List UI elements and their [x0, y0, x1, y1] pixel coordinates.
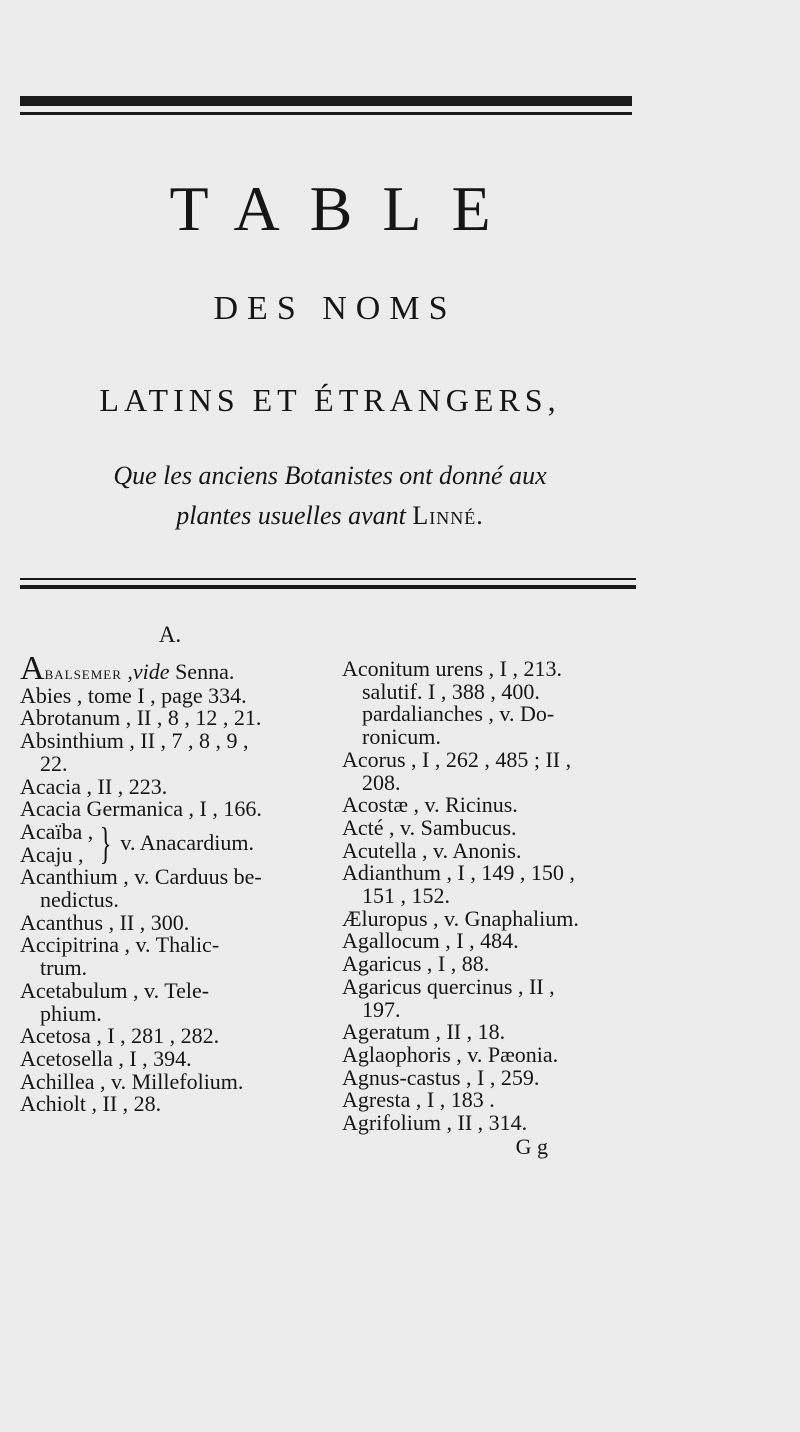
index-entry: Acacia Germanica , I , 166.: [20, 796, 262, 822]
index-entry: Agnus-castus , I , 259.: [342, 1064, 540, 1090]
right-index-column: [342, 658, 642, 1159]
section-letter: A.: [158, 622, 182, 647]
index-entry: Achiolt , II , 28.: [20, 1091, 162, 1117]
index-entry: Acanthus , II , 300.: [20, 909, 190, 935]
index-entry: Adianthum , I , 149 , 150 , 151 , 152.: [342, 860, 575, 909]
subtitle-latins-etrangers: LATINS ET ÉTRANGERS,: [99, 382, 561, 418]
index-entry: Ageratum , II , 18.: [342, 1019, 506, 1045]
index-entry: Absinthium , II , 7 , 8 , 9 , 22.: [20, 728, 249, 776]
index-entry: Acanthium , v. Carduus be- nedictus.: [20, 864, 262, 913]
middle-thick-rule: [20, 585, 636, 589]
page-title: TABLE: [169, 173, 521, 244]
index-entry: Agaricus quercinus , II , 197.: [342, 973, 555, 1022]
description-line-2-text: plantes usuelles avant: [176, 501, 406, 530]
index-subentry: salutif. I , 388 , 400.: [362, 678, 540, 704]
index-entry-braced: Acaïba , Acaju , } v. Anacardium.: [20, 818, 255, 868]
index-entry: Abalsemer ,vide Senna.: [20, 650, 235, 687]
index-entry: Acostæ , v. Ricinus.: [342, 792, 518, 818]
index-entry: Accipitrina , v. Thalic- trum.: [20, 932, 220, 981]
author-name: Linné.: [412, 501, 484, 530]
subtitle-des-noms: DES NOMS: [213, 290, 457, 327]
index-entry: Aglaophoris , v. Pæonia.: [342, 1041, 559, 1067]
index-entry: Agaricus , I , 88.: [342, 951, 490, 977]
index-entry: Acetabulum , v. Tele- phium.: [20, 977, 210, 1026]
top-thin-rule: [20, 112, 632, 115]
index-entry: Æluropus , v. Gnaphalium.: [342, 905, 579, 931]
index-entry: Acetosella , I , 394.: [20, 1045, 192, 1071]
index-entry: Acetosa , I , 281 , 282.: [20, 1023, 220, 1049]
index-entry: Agresta , I , 183 .: [342, 1087, 495, 1113]
index-entry: Aconitum urens , I , 213.: [342, 656, 562, 681]
index-entry: Acutella , v. Anonis.: [342, 837, 522, 863]
index-entry: Abrotanum , II , 8 , 12 , 21.: [20, 705, 262, 731]
index-entry: Acacia , II , 223.: [20, 773, 168, 799]
index-entry: Acorus , I , 262 , 485 ; II , 208.: [342, 746, 572, 795]
middle-thin-rule: [20, 578, 636, 580]
description-line-1: Que les anciens Botanistes ont donné aux: [113, 461, 547, 490]
index-entry: Acté , v. Sambucus.: [342, 814, 517, 840]
index-entry: Abies , tome I , page 334.: [20, 682, 247, 708]
index-entry: Agrifolium , II , 314.: [342, 1110, 528, 1136]
title-description: [0, 456, 660, 536]
left-index-column: [20, 650, 320, 1117]
index-entry: Achillea , v. Millefolium.: [20, 1068, 244, 1094]
index-subentry: pardalianches , v. Do- ronicum.: [362, 701, 555, 750]
drop-capital: A: [20, 650, 45, 687]
brace-icon: }: [100, 818, 112, 868]
catchword: G g: [515, 1133, 548, 1159]
index-entry: Agallocum , I , 484.: [342, 928, 519, 954]
top-thick-rule: [20, 96, 632, 106]
description-line-2: [0, 496, 660, 536]
